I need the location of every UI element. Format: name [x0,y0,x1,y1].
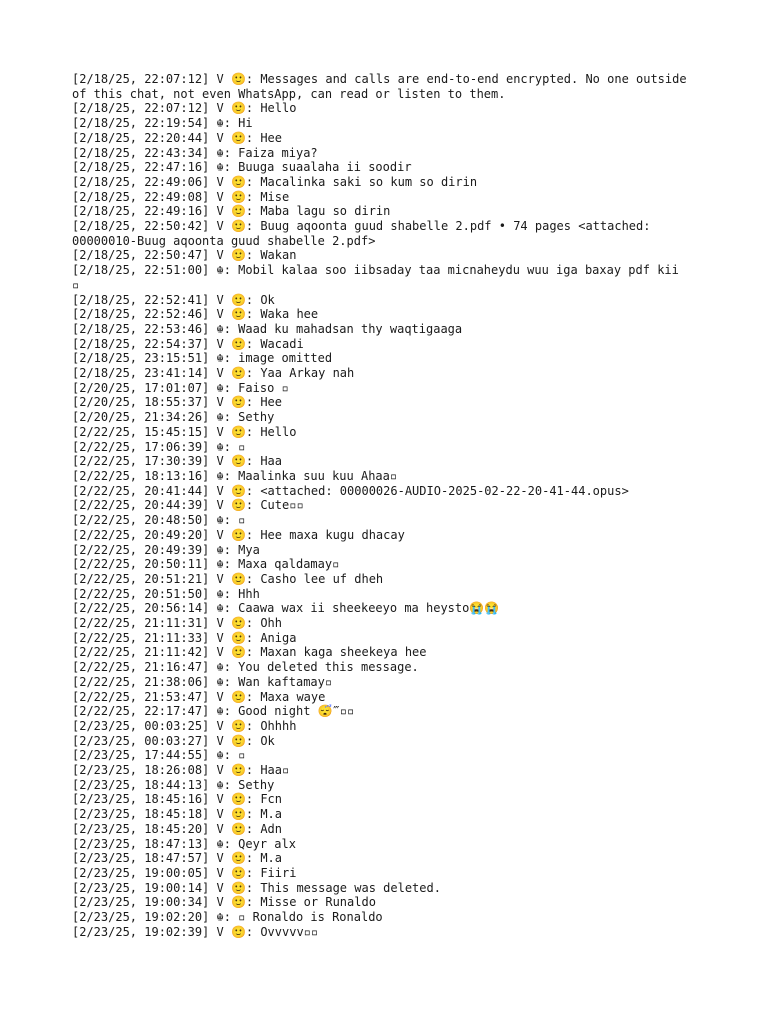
chat-message-line: [2/22/25, 20:51:21] V 🙂: Casho lee uf dheh [72,571,384,586]
chat-message-line: [2/23/25, 00:03:27] V 🙂: Ok [72,733,275,748]
chat-message-line: [2/23/25, 19:02:39] V 🙂: Ovvvvv▫▫ [72,924,319,939]
chat-message-line: [2/23/25, 00:03:25] V 🙂: Ohhhh [72,718,297,733]
chat-message-line: [2/23/25, 18:45:20] V 🙂: Adn [72,821,283,836]
chat-message-line: [2/23/25, 19:00:05] V 🙂: Fiiri [72,865,297,880]
chat-message-line: [2/18/25, 22:19:54] ☬: Hi [72,116,253,131]
chat-message-line: [2/23/25, 18:45:18] V 🙂: M.a [72,807,283,822]
chat-message-line: [2/22/25, 20:56:14] ☬: Caawa wax ii sheekeeyo ma heysto😭😭 [72,601,500,616]
chat-message-line: [2/23/25, 18:47:57] V 🙂: M.a [72,851,283,866]
chat-message-line: [2/22/25, 21:53:47] V 🙂: Maxa waye [72,689,326,704]
chat-message-line: [2/18/25, 22:52:46] V 🙂: Waka hee [72,307,319,322]
chat-message-line: [2/23/25, 19:02:20] ☬: ▫ Ronaldo is Ronaldo [72,910,383,925]
chat-message-line: [2/22/25, 18:13:16] ☬: Maalinka suu kuu Ahaa▫ [72,468,398,483]
chat-message-line: [2/18/25, 23:41:14] V 🙂: Yaa Arkay nah [72,366,355,381]
chat-message-line: [2/23/25, 18:47:13] ☬: Qeyr alx [72,836,296,851]
chat-message-line: [2/18/25, 22:47:16] ☬: Buuga suaalaha ii soodir [72,160,412,175]
chat-message-line: [2/22/25, 21:11:42] V 🙂: Maxan kaga sheekeya hee [72,645,427,660]
chat-message-line: [2/22/25, 20:49:20] V 🙂: Hee maxa kugu dhacay [72,527,405,542]
chat-message-line: [2/22/25, 21:16:47] ☬: You deleted this message. [72,660,419,675]
chat-message-line: [2/18/25, 22:49:06] V 🙂: Macalinka saki so kum so dirin [72,174,478,189]
chat-message-line: [2/22/25, 20:41:44] V 🙂: <attached: 00000026-AUDIO-2025-02-22-20-41-44.opus> [72,483,629,498]
chat-message-line: [2/22/25, 15:45:15] V 🙂: Hello [72,424,297,439]
chat-message-line: [2/22/25, 17:06:39] ☬: ▫ [72,439,246,454]
chat-message-line: [2/23/25, 19:00:34] V 🙂: Misse or Runaldo [72,895,376,910]
chat-transcript [72,72,692,939]
chat-message-line: [2/22/25, 21:11:33] V 🙂: Aniga [72,630,297,645]
chat-message-line: [2/18/25, 23:15:51] ☬: image omitted [72,351,333,366]
chat-message-line: [2/18/25, 22:50:47] V 🙂: Wakan [72,248,297,263]
chat-message-line: [2/23/25, 19:00:14] V 🙂: This message was deleted. [72,880,441,895]
chat-message-line: [2/20/25, 18:55:37] V 🙂: Hee [72,395,283,410]
chat-message-line: [2/22/25, 21:11:31] V 🙂: Ohh [72,616,283,631]
chat-message-line: [2/22/25, 21:38:06] ☬: Wan kaftamay▫ [72,674,333,689]
chat-message-line: [2/18/25, 22:51:00] ☬: Mobil kalaa soo iibsaday taa micnaheydu wuu iga baxay pdf kii ▫ [72,263,687,292]
chat-message-line: [2/22/25, 20:44:39] V 🙂: Cute▫▫ [72,498,304,513]
chat-message-line: [2/18/25, 22:52:41] V 🙂: Ok [72,292,275,307]
chat-message-line: [2/22/25, 20:50:11] ☬: Maxa qaldamay▫ [72,557,340,572]
chat-message-line: [2/22/25, 22:17:47] ☬: Good night 😴‴▫▫ [72,704,355,719]
chat-message-line: [2/23/25, 18:26:08] V 🙂: Haa▫ [72,763,290,778]
chat-message-line: [2/18/25, 22:50:42] V 🙂: Buug aqoonta guud shabelle 2.pdf • 74 pages <attached: 00000010-Buug aqoonta guud shabelle 2.pdf> [72,219,658,248]
chat-message-line: [2/18/25, 22:49:16] V 🙂: Maba lagu so dirin [72,204,391,219]
chat-message-line: [2/18/25, 22:07:12] V 🙂: Hello [72,101,297,116]
chat-message-line: [2/22/25, 20:51:50] ☬: Hhh [72,586,260,601]
chat-message-line: [2/22/25, 20:49:39] ☬: Mya [72,542,260,557]
chat-message-line: [2/20/25, 17:01:07] ☬: Faiso ▫ [72,380,289,395]
chat-message-line: [2/18/25, 22:07:12] V 🙂: Messages and calls are end-to-end encrypted. No one outside of this chat, not even WhatsApp, can read or listen to them. [72,72,694,101]
chat-message-line: [2/18/25, 22:54:37] V 🙂: Wacadi [72,336,304,351]
chat-message-line: [2/23/25, 17:44:55] ☬: ▫ [72,748,246,763]
chat-message-line: [2/20/25, 21:34:26] ☬: Sethy [72,410,275,425]
chat-message-line: [2/23/25, 18:44:13] ☬: Sethy [72,777,275,792]
chat-message-line: [2/18/25, 22:49:08] V 🙂: Mise [72,189,290,204]
chat-message-line: [2/22/25, 20:48:50] ☬: ▫ [72,513,246,528]
chat-message-line: [2/22/25, 17:30:39] V 🙂: Haa [72,454,283,469]
chat-message-line: [2/18/25, 22:43:34] ☬: Faiza miya? [72,145,318,160]
chat-message-line: [2/23/25, 18:45:16] V 🙂: Fcn [72,792,283,807]
chat-message-line: [2/18/25, 22:53:46] ☬: Waad ku mahadsan thy waqtigaaga [72,321,463,336]
chat-message-line: [2/18/25, 22:20:44] V 🙂: Hee [72,130,283,145]
